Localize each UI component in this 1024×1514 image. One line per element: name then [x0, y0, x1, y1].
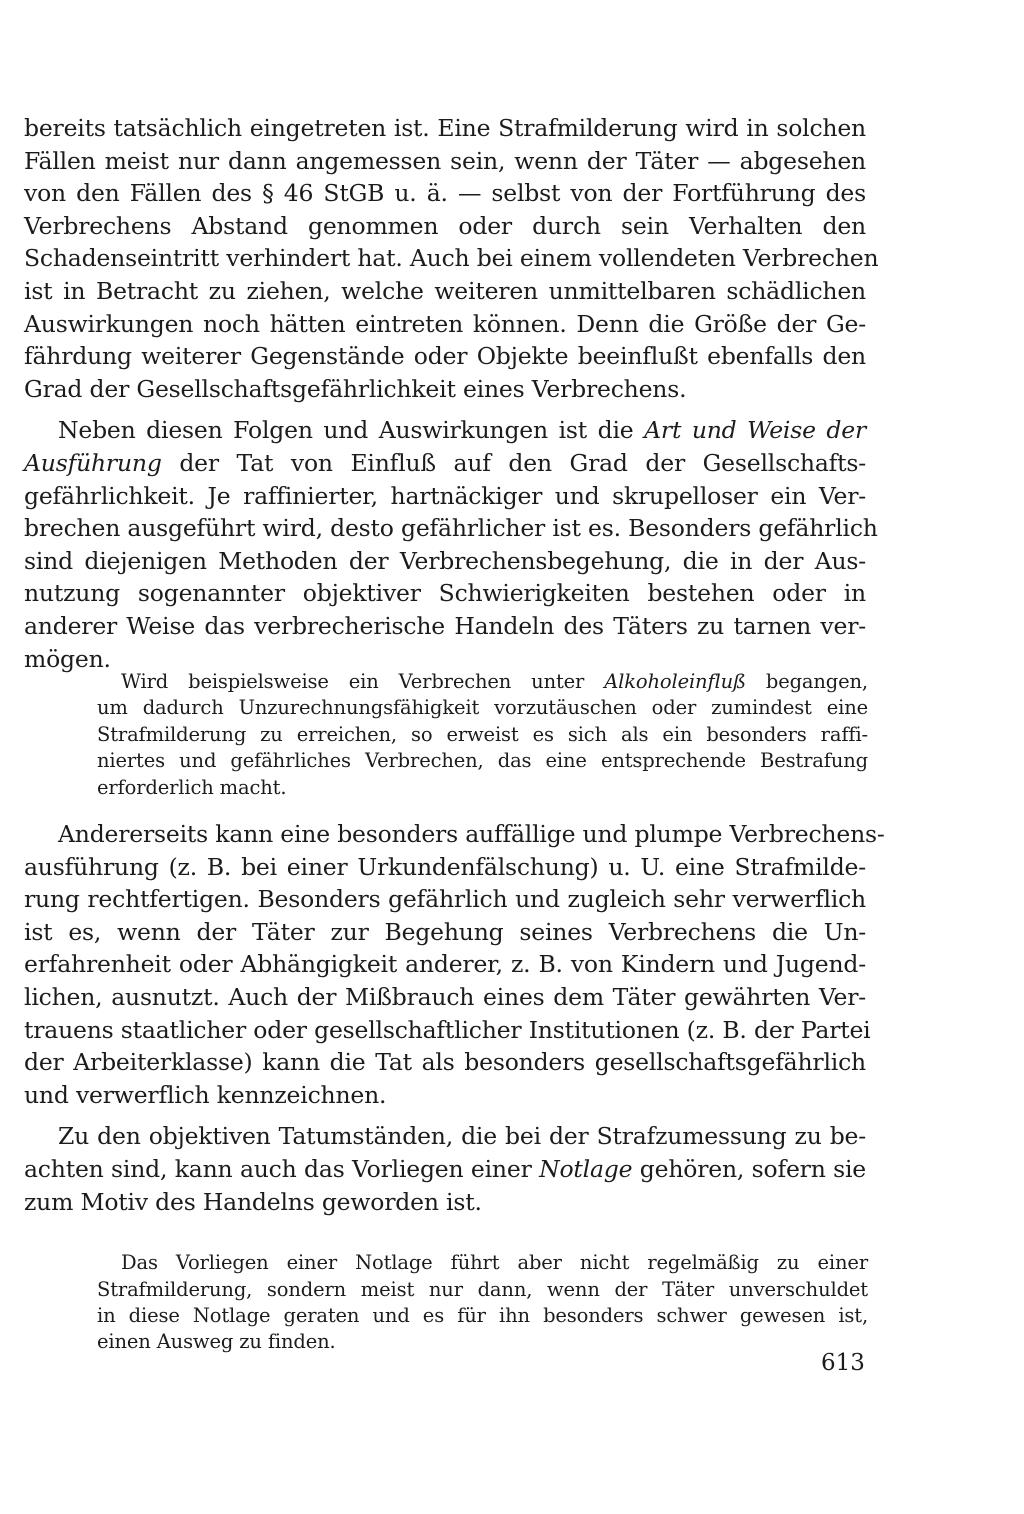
page-body [24, 112, 885, 1356]
text-line: lichen, ausnutzt. Auch der Mißbrauch eines dem Täter gewährten Ver- [24, 983, 866, 1012]
note-line: niertes und gefährliches Verbrechen, das eine entsprechende Bestrafung [97, 749, 868, 773]
text-line: Verbrechens Abstand genommen oder durch sein Verhalten den [24, 211, 866, 240]
note-2 [24, 1250, 866, 1356]
note-line: Strafmilderung, sondern meist nur dann, wenn der Täter unverschuldet [97, 1277, 868, 1301]
text-line: von den Fällen des § 46 StGB u. ä. — selbst von der Fortführung des [24, 179, 866, 208]
text-line: trauens staatlicher oder gesellschaftlicher Institutionen (z. B. der Partei [24, 1015, 871, 1044]
text-line: anderer Weise das verbrecherische Handeln des Täters zu tarnen ver- [24, 611, 866, 640]
text-line: und verwerflich kennzeichnen. [24, 1080, 387, 1109]
text-run: gehören, sofern sie [639, 1154, 866, 1183]
text-line: Grad der Gesellschaftsgefährlichkeit eines Verbrechens. [24, 374, 687, 403]
text-line: gefährlichkeit. Je raffinierter, hartnäckiger und skrupelloser ein Ver- [24, 481, 866, 510]
note-line: um dadurch Unzurechnungsfähigkeit vorzutäuschen oder zumindest eine [97, 696, 868, 720]
italic-emphasis: Ausführung [24, 448, 162, 477]
text-line: Schadenseintritt verhindert hat. Auch bei einem vollendeten Verbrechen [24, 244, 879, 273]
text-line: brechen ausgeführt wird, desto gefährlicher ist es. Besonders gefährlich [24, 514, 878, 543]
text-line: ist es, wenn der Täter zur Begehung seines Verbrechens die Un- [24, 917, 866, 946]
text-line: ist in Betracht zu ziehen, welche weiteren unmittelbaren schädlichen [24, 276, 866, 305]
text-run: Wird beispielsweise ein Verbrechen unter [121, 670, 585, 694]
text-run: achten sind, kann auch das Vorliegen einer [24, 1154, 532, 1183]
note-1 [24, 669, 866, 801]
text-line: erfahrenheit oder Abhängigkeit anderer, z. B. von Kindern und Jugend- [24, 950, 866, 979]
text-line: Zu den objektiven Tatumständen, die bei der Strafzumessung zu be- [58, 1122, 866, 1151]
text-line: zum Motiv des Handelns geworden ist. [24, 1187, 482, 1216]
paragraph-4 [24, 1120, 866, 1218]
text-run: Neben diesen Folgen und Auswirkungen ist die [58, 416, 634, 445]
note-line: Strafmilderung zu erreichen, so erweist es sich als ein besonders raffi- [97, 722, 868, 746]
text-run: begangen, [765, 670, 868, 694]
text-line: Fällen meist nur dann angemessen sein, wenn der Täter — abgesehen [24, 146, 866, 175]
italic-emphasis: Alkoholeinfluß [604, 670, 746, 694]
text-line: sind diejenigen Methoden der Verbrechensbegehung, die in der Aus- [24, 546, 866, 575]
paragraph-3 [24, 818, 885, 1111]
text-line [24, 414, 866, 447]
text-line: nutzung sogenannter objektiver Schwierigkeiten bestehen oder in [24, 579, 866, 608]
text-line: fährdung weiterer Gegenstände oder Objekte beeinflußt ebenfalls den [24, 342, 866, 371]
note-line [121, 669, 868, 695]
note-line: Das Vorliegen einer Notlage führt aber nicht regelmäßig zu einer [121, 1251, 868, 1275]
paragraph-2 [24, 414, 878, 675]
text-line [24, 1153, 866, 1186]
paragraph-1 [24, 112, 879, 405]
text-line: mögen. [24, 644, 111, 673]
note-line: in diese Notlage geraten und es für ihn besonders schwer gewesen ist, [97, 1303, 868, 1327]
italic-emphasis: Art und Weise der [644, 416, 866, 445]
text-line [24, 447, 866, 480]
italic-emphasis: Notlage [539, 1154, 633, 1183]
text-line: Auswirkungen noch hätten eintreten können. Denn die Größe der Ge- [24, 309, 866, 338]
text-line: rung rechtfertigen. Besonders gefährlich und zugleich sehr verwerflich [24, 885, 866, 914]
page-number: 613 [821, 1350, 865, 1376]
text-line: Andererseits kann eine besonders auffällige und plumpe Verbrechens- [58, 820, 885, 849]
text-line: ausführung (z. B. bei einer Urkundenfälschung) u. U. eine Strafmilde- [24, 852, 866, 881]
text-line: der Arbeiterklasse) kann die Tat als besonders gesellschaftsgefährlich [24, 1048, 866, 1077]
note-line: einen Ausweg zu finden. [97, 1330, 336, 1354]
note-line: erforderlich macht. [97, 775, 287, 799]
text-run: der Tat von Einfluß auf den Grad der Gesellschafts- [179, 448, 866, 477]
text-line: bereits tatsächlich eingetreten ist. Eine Strafmilderung wird in solchen [24, 114, 866, 142]
